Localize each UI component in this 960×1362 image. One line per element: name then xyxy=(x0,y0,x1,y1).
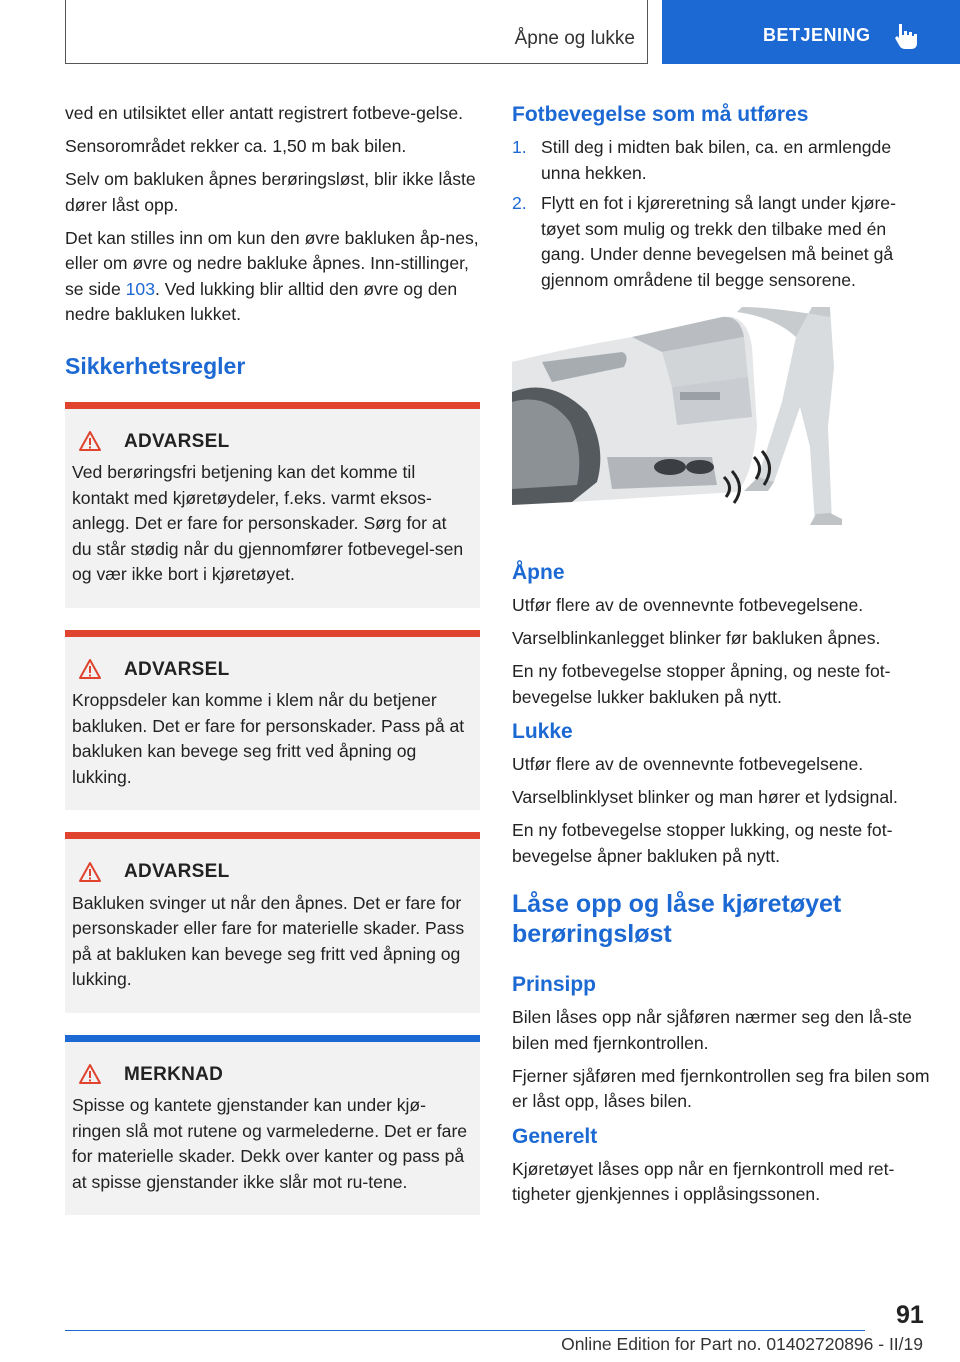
subheading-principle: Prinsipp xyxy=(512,973,597,996)
paragraph: Sensorområdet rekker ca. 1,50 m bak bilen. xyxy=(65,136,407,156)
warning-header xyxy=(72,859,470,885)
step-text: Flytt en fot i kjøreretning så langt under kjøre-tøyet som mulig og trekk den tilbake med én gang. Under denne bevegelsen må beinet gå gjennom områdene til begge sensorene. xyxy=(541,193,896,290)
note-title: MERKNAD xyxy=(124,1063,224,1085)
header-section-title: Åpne og lukke xyxy=(514,28,635,49)
paragraph-text: Det kan stilles inn om kun den øvre bakluken åp-nes, eller om øvre og nedre bakluke åpnes. Inn-stillinger, se side xyxy=(65,227,479,299)
step-text: Still deg i midten bak bilen, ca. en armlengde unna hekken. xyxy=(541,137,892,183)
note-box xyxy=(65,1035,480,1216)
footer-divider xyxy=(65,1330,865,1331)
step-number: 1. xyxy=(512,137,527,157)
warning-title: ADVARSEL xyxy=(124,430,230,452)
list-item xyxy=(512,191,930,293)
warning-triangle-icon xyxy=(78,658,102,680)
paragraph: ved en utilsiktet eller antatt registrert fotbeve-gelse. xyxy=(65,103,464,123)
subheading-foot-motion: Fotbevegelse som må utføres xyxy=(512,103,809,126)
warning-text: Bakluken svinger ut når den åpnes. Det er fare for personskader eller fare for materielle skader. Pass på at bakluken kan bevege seg fritt ved åpning og lukking. xyxy=(72,892,465,989)
paragraph xyxy=(65,226,480,328)
paragraph-text: . Ved lukking blir alltid den øvre og den nedre bakluken lukket. xyxy=(65,278,458,324)
subheading-general: Generelt xyxy=(512,1124,598,1148)
paragraph: Kjøretøyet låses opp når en fjernkontroll med ret-tigheter gjenkjennes i opplåsingssonen. xyxy=(512,1158,895,1204)
paragraph: Fjerner sjåføren med fjernkontrollen seg fra bilen som er låst opp, låses bilen. xyxy=(512,1065,930,1111)
subheading-close: Lukke xyxy=(512,720,573,743)
warning-box xyxy=(65,402,480,608)
warning-triangle-icon xyxy=(78,430,102,452)
subheading-open: Åpne xyxy=(512,561,565,584)
note-header xyxy=(72,1062,470,1088)
left-column xyxy=(65,101,480,1237)
paragraph: En ny fotbevegelse stopper lukking, og neste fot-bevegelse åpner bakluken på nytt. xyxy=(512,820,893,866)
paragraph: Bilen låses opp når sjåføren nærmer seg den lå-ste bilen med fjernkontrollen. xyxy=(512,1007,912,1053)
foot-gesture-illustration xyxy=(512,307,850,529)
warning-header xyxy=(72,657,470,683)
warning-box xyxy=(65,832,480,1013)
pointing-hand-icon xyxy=(894,22,920,50)
header-section-box xyxy=(65,0,648,64)
right-column xyxy=(512,101,930,1215)
paragraph: Utfør flere av de ovennevnte fotbevegelsene. xyxy=(512,595,864,615)
warning-header xyxy=(72,429,470,455)
warning-triangle-icon xyxy=(78,1063,102,1085)
paragraph: Utfør flere av de ovennevnte fotbevegelsene. xyxy=(512,754,864,774)
page-number: 91 xyxy=(896,1301,924,1329)
paragraph: En ny fotbevegelse stopper åpning, og neste fot-bevegelse lukker bakluken på nytt. xyxy=(512,661,891,707)
section-heading-safety: Sikkerhetsregler xyxy=(65,352,246,379)
warning-title: ADVARSEL xyxy=(124,861,230,882)
step-number: 2. xyxy=(512,193,527,213)
footer-edition: Online Edition for Part no. 01402720896 - II/19 xyxy=(561,1334,923,1354)
warning-text: Ved berøringsfri betjening kan det komme til kontakt med kjøretøydeler, f.eks. varmt eksos-anlegg. Det er fare for personskader. Sørg for at du står stødig når du gjennomfører fotbevegel-sen og vær ikke bort i kjøretøyet. xyxy=(72,462,464,584)
warning-text: Kroppsdeler kan komme i klem når du betjener bakluken. Det er fare for personskader. Pass på at bakluken kan bevege seg fritt ved åpning og lukking. xyxy=(72,690,465,787)
header-chapter-tab xyxy=(662,0,960,64)
paragraph: Varselblinkanlegget blinker før bakluken åpnes. xyxy=(512,628,881,648)
page-reference-link[interactable]: 103 xyxy=(125,278,155,299)
warning-title: ADVARSEL xyxy=(124,658,230,680)
header-chapter-title: BETJENING xyxy=(763,24,871,45)
paragraph: Varselblinklyset blinker og man hører et lydsignal. xyxy=(512,787,898,807)
section-heading-keyless-lock: Låse opp og låse kjøretøyet berøringsløst xyxy=(512,890,842,948)
list-item xyxy=(512,135,930,186)
steps-list xyxy=(512,135,930,293)
warning-triangle-icon xyxy=(78,861,102,883)
paragraph: Selv om bakluken åpnes berøringsløst, blir ikke låste dører låst opp. xyxy=(65,169,476,215)
warning-box xyxy=(65,630,480,811)
note-text: Spisse og kantete gjenstander kan under kjø-ringen slå mot rutene og varmelederne. Det er fare for materielle skader. Dekk over kanter og pass på at spisse gjenstander ikke slår mot ru-tene. xyxy=(72,1095,468,1192)
